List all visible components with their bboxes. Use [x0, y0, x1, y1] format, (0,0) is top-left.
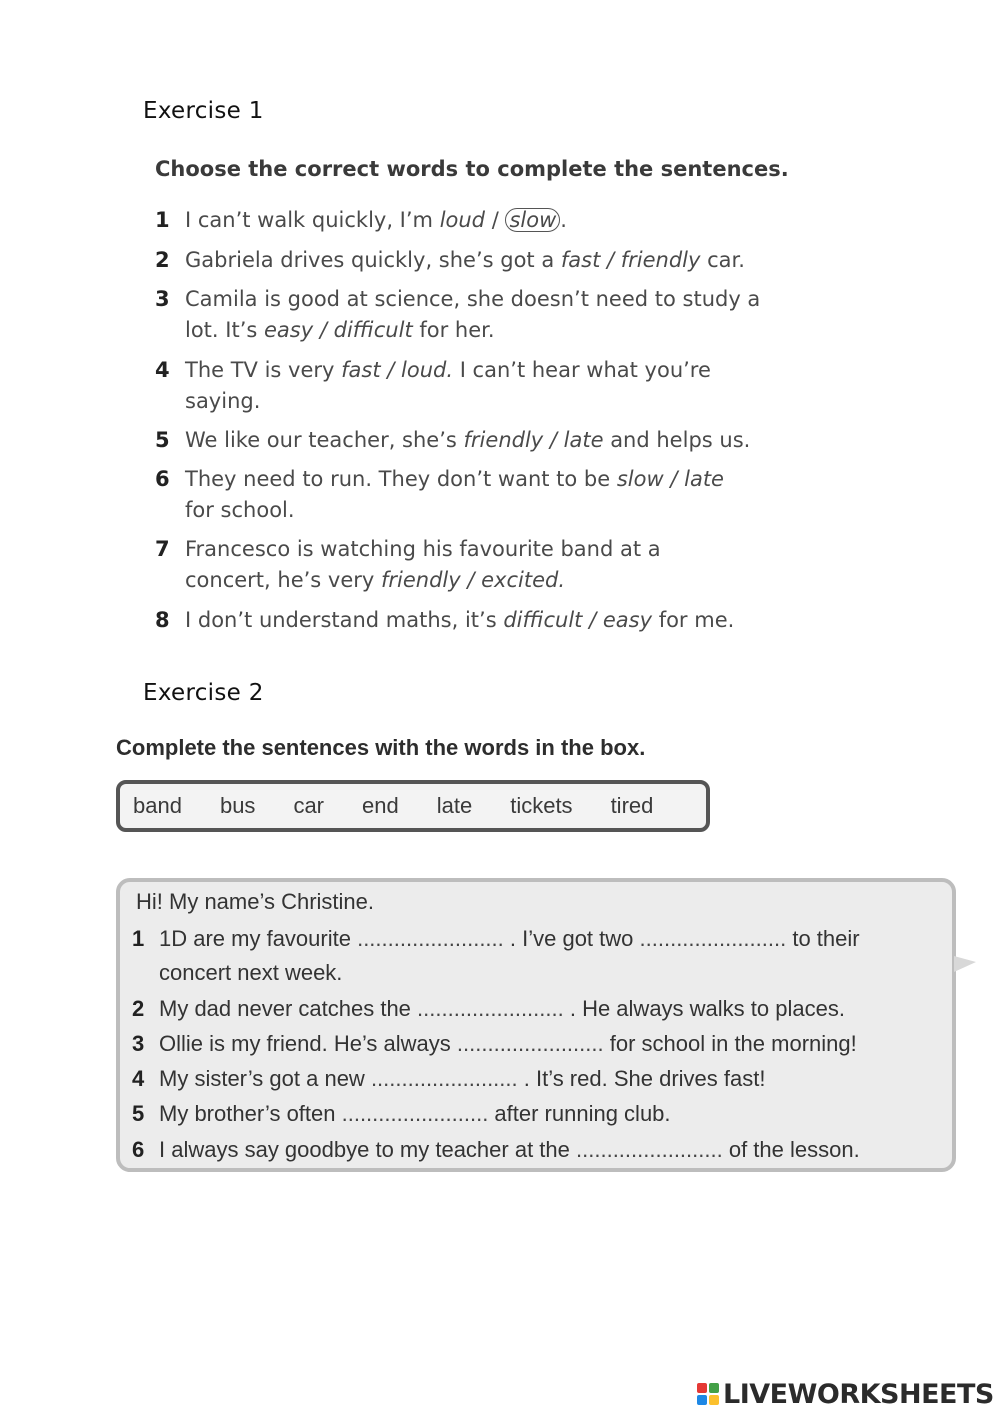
list-item: 8 I don’t understand maths, it’s difficult / easy for me. [155, 605, 795, 636]
exercise-1-heading: Exercise 1 [143, 98, 264, 124]
option-b[interactable]: friendly [620, 248, 701, 272]
word-box-item: end [362, 793, 399, 818]
option-b[interactable]: late [563, 428, 604, 452]
list-item: 3 Ollie is my friend. He’s always ........................ for school in the morning! [132, 1027, 947, 1061]
answer-blank[interactable]: ........................ [576, 1137, 723, 1162]
list-item: 1 I can’t walk quickly, I’m loud / slow . [155, 205, 775, 236]
word-box-item: bus [219, 793, 256, 818]
option-b[interactable]: excited. [481, 568, 566, 592]
answer-blank[interactable]: ........................ [417, 996, 564, 1021]
item-number: 2 [155, 248, 170, 272]
word-box-item: late [436, 793, 473, 818]
word-box-item: band [133, 793, 182, 818]
speech-bubble-tail [954, 956, 976, 972]
option-a[interactable]: slow [616, 467, 664, 491]
list-item: 7 Francesco is watching his favourite band at a concert, he’s very friendly / excited. [155, 534, 695, 596]
item-number: 6 [132, 1137, 145, 1162]
option-a[interactable]: difficult [503, 608, 583, 632]
list-item: 4 My sister’s got a new ........................ . It’s red. She drives fast! [132, 1062, 947, 1096]
option-b-circled[interactable]: slow [505, 208, 560, 232]
list-item: 2 Gabriela drives quickly, she’s got a fast / friendly car. [155, 245, 775, 276]
exercise-1-instruction: Choose the correct words to complete the sentences. [155, 157, 789, 181]
item-number: 6 [155, 467, 170, 491]
item-number: 4 [155, 358, 170, 382]
option-b[interactable]: late [684, 467, 724, 491]
list-item: 3 Camila is good at science, she doesn’t need to study a lot. It’s easy / difficult for her. [155, 284, 767, 346]
item-number: 3 [132, 1031, 145, 1056]
list-item: 5 My brother’s often ........................ after running club. [132, 1097, 947, 1131]
item-number: 8 [155, 608, 170, 632]
option-a[interactable]: loud [439, 208, 486, 232]
word-box-item: tired [610, 793, 654, 818]
answer-blank[interactable]: ........................ [639, 926, 787, 951]
item-number: 2 [132, 996, 145, 1021]
option-a[interactable]: fast [341, 358, 381, 382]
word-box [116, 780, 710, 832]
item-number: 3 [155, 287, 170, 311]
option-a[interactable]: friendly [463, 428, 544, 452]
list-item: 1 1D are my favourite ........................ . I’ve got two ........................ to their concert next week. [132, 922, 892, 990]
greeting-text: Hi! My name’s Christine. [136, 889, 374, 914]
option-a[interactable]: fast [560, 248, 601, 272]
exercise-2-instruction: Complete the sentences with the words in the box. [116, 735, 646, 760]
list-item: 2 My dad never catches the ........................ . He always walks to places. [132, 992, 947, 1026]
answer-blank[interactable]: ........................ [370, 1066, 518, 1091]
word-box-item: tickets [510, 793, 573, 818]
option-b[interactable]: easy [602, 608, 653, 632]
option-a[interactable]: easy [264, 318, 314, 342]
list-item: 4 The TV is very fast / loud. I can’t hear what you’re saying. [155, 355, 735, 417]
option-b[interactable]: difficult [333, 318, 413, 342]
liveworksheets-logo[interactable] [697, 1374, 994, 1414]
exercise-2-heading: Exercise 2 [143, 680, 264, 706]
item-number: 5 [132, 1101, 145, 1126]
answer-blank[interactable]: ........................ [341, 1101, 489, 1126]
item-number: 5 [155, 428, 170, 452]
answer-blank[interactable]: ........................ [456, 1031, 604, 1056]
item-number: 7 [155, 537, 170, 561]
option-a[interactable]: friendly [381, 568, 461, 592]
list-item: 6 I always say goodbye to my teacher at the ........................ of the lesson. [132, 1133, 947, 1167]
item-number: 4 [132, 1066, 145, 1091]
item-number: 1 [132, 926, 145, 951]
liveworksheets-logo-icon [697, 1383, 719, 1405]
option-b[interactable]: loud. [401, 358, 454, 382]
list-item: 6 They need to run. They don’t want to be slow / late for school. [155, 464, 745, 526]
item-number: 1 [155, 208, 170, 232]
list-item: 5 We like our teacher, she’s friendly / late and helps us. [155, 425, 795, 456]
word-box-item: car [293, 793, 324, 818]
answer-blank[interactable]: ........................ [357, 926, 504, 951]
logo-text: LIVEWORKSHEETS [723, 1378, 994, 1410]
